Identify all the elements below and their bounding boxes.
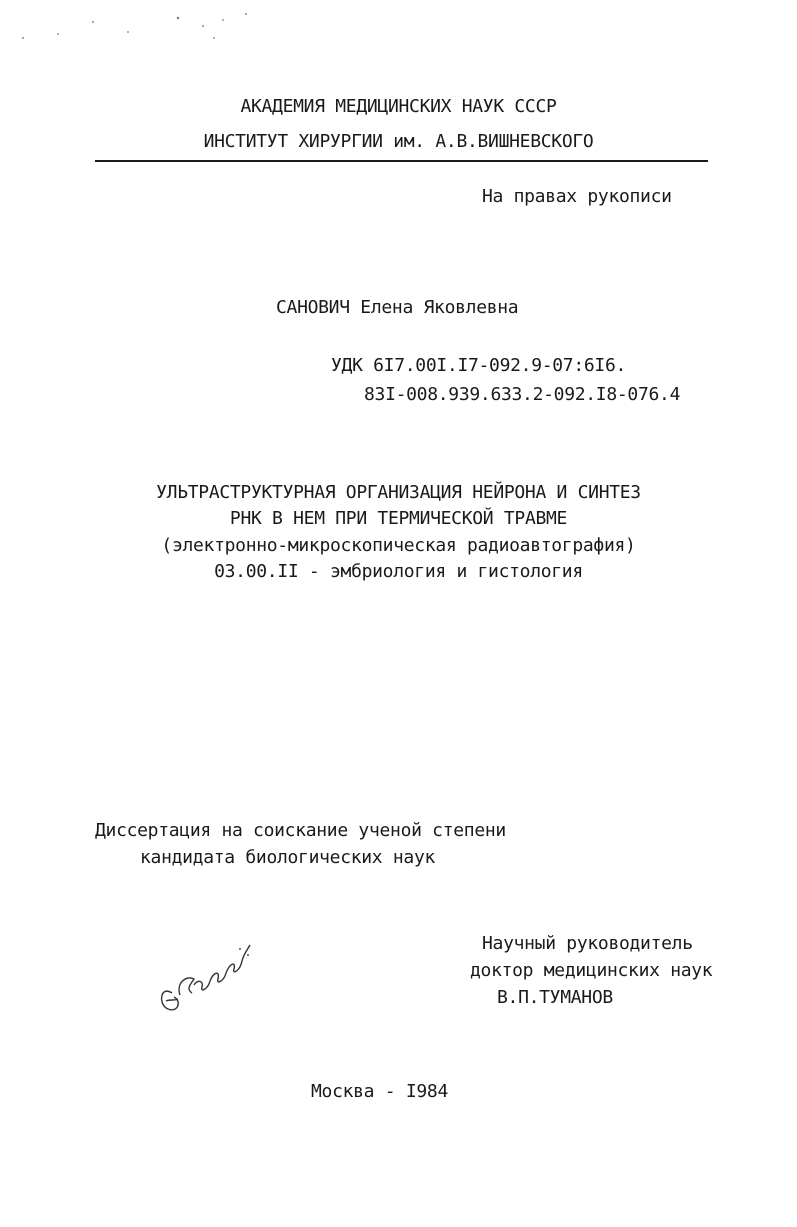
manuscript-note: На правах рукописи — [482, 186, 672, 207]
city-year: Москва - I984 — [311, 1081, 448, 1102]
udc-line-1: УДК 6I7.00I.I7-092.9-07:6I6. — [331, 355, 627, 376]
scan-speckles — [18, 8, 268, 48]
supervisor-name: В.П.ТУМАНОВ — [497, 987, 613, 1008]
author-name: САНОВИЧ Елена Яковлевна — [276, 297, 519, 318]
institute-name: ИНСТИТУТ ХИРУРГИИ им. А.В.ВИШНЕВСКОГО — [203, 131, 594, 152]
header-divider — [95, 160, 708, 162]
supervisor-role: Научный руководитель — [482, 933, 693, 954]
udc-line-2: 83I-008.939.633.2-092.I8-076.4 — [364, 384, 681, 405]
academy-name: АКАДЕМИЯ МЕДИЦИНСКИХ НАУК СССР — [240, 96, 557, 117]
dissertation-line-2: кандидата биологических наук — [140, 847, 436, 868]
title-line-3: (электронно-микроскопическая радиоавтография) — [161, 535, 636, 556]
dissertation-line-1: Диссертация на соискание ученой степени — [95, 820, 506, 841]
supervisor-degree: доктор медицинских наук — [470, 960, 713, 981]
handwritten-signature — [150, 935, 260, 1020]
title-line-1: УЛЬТРАСТРУКТУРНАЯ ОРГАНИЗАЦИЯ НЕЙРОНА И СИНТЕЗ — [156, 482, 641, 503]
specialty-code: 03.00.II - эмбриология и гистология — [214, 561, 583, 582]
title-line-2: РНК В НЕМ ПРИ ТЕРМИЧЕСКОЙ ТРАВМЕ — [229, 508, 568, 529]
